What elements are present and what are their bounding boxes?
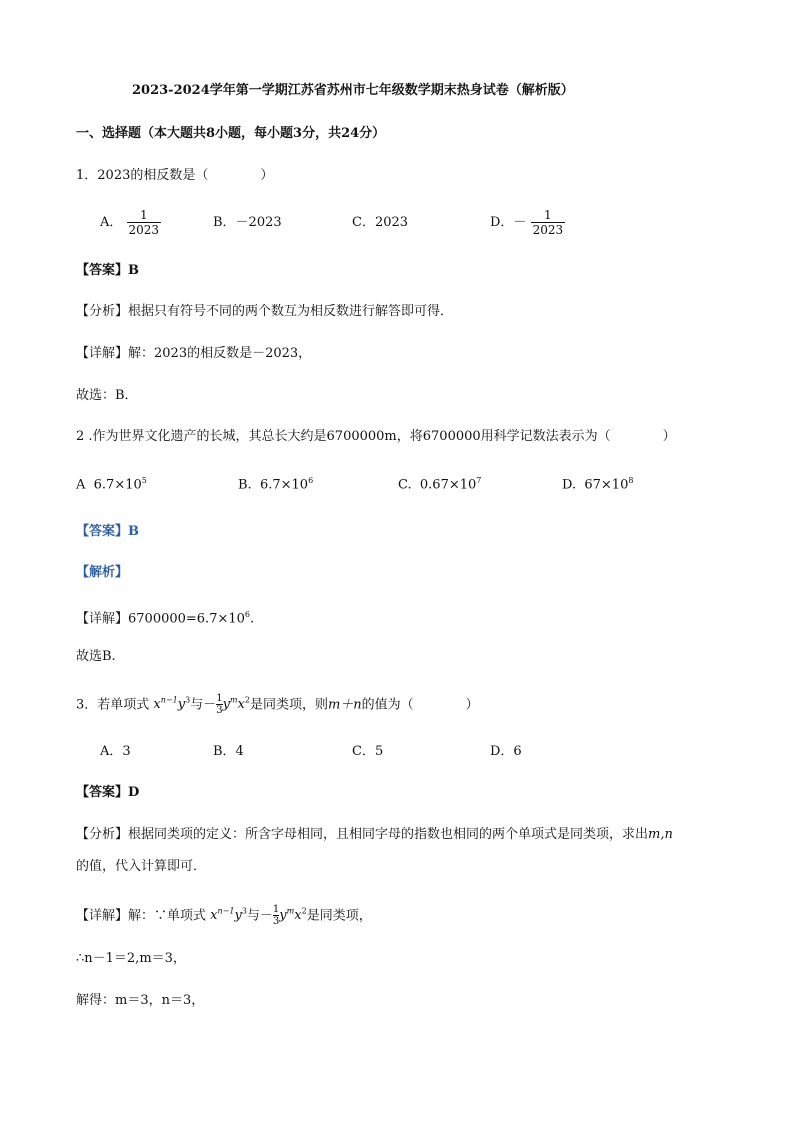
q2-detail: 【详解】$6700000=6.7\times 10^6$. <box>76 610 255 627</box>
q3-option-d: D．6 <box>490 744 522 759</box>
monomial-2: $y^mx^2$ <box>279 907 307 924</box>
q1-option-c: C．2023 <box>352 215 409 230</box>
question-1-stem: 1．2023的相反数是（ ） <box>76 168 274 183</box>
q2-option-a: A $6.7\times 10^5$ <box>76 476 147 493</box>
section-heading: 一、选择题（本大题共8小题，每小题3分，共24分） <box>76 126 386 141</box>
question-3-stem: 3．若单项式 $x^{n-1}y^3$与－ $\frac{1}{3}$ $y^mx^2$是同类项，则m＋n的值为（ ） <box>76 693 479 717</box>
q1-answer: 【答案】B <box>76 263 139 278</box>
q3-option-b: B．4 <box>213 744 244 759</box>
q2-answer: 【答案】B <box>76 524 139 539</box>
q2-option-d: D. $67\times 10^8$ <box>562 476 634 493</box>
q2-choose: 故选B. <box>76 649 116 664</box>
q1-choose: 故选：B． <box>76 388 138 403</box>
q1-detail: 【详解】解：2023的相反数是－2023， <box>76 346 312 361</box>
q3-analysis-line-2: 的值，代入计算即可． <box>76 859 207 874</box>
q3-solve: 解得：m＝3，n＝3， <box>76 993 205 1008</box>
q2-analysis: 【解析】 <box>76 565 129 580</box>
fraction: $\frac{1}{2023}$ <box>532 208 564 237</box>
q1-analysis: 【分析】根据只有符号不同的两个数互为相反数进行解答即可得． <box>76 304 454 319</box>
q2-option-c: C. $0.67\times 10^7$ <box>398 476 482 493</box>
fraction: $\frac{1}{3}$ <box>216 693 223 717</box>
q3-answer: 【答案】D <box>76 785 140 800</box>
q1-option-d: D．－ $\frac{1}{2023}$ <box>490 208 564 237</box>
q2-option-b: B. $6.7\times 10^6$ <box>238 476 314 493</box>
fraction: $\frac{1}{3}$ <box>272 904 280 928</box>
question-2-stem: 2 .作为世界文化遗产的长城，其总长大约是6700000m，将6700000用科学记数法表示为（ ） <box>76 429 676 444</box>
q3-option-a: A．3 <box>100 744 131 759</box>
q3-detail: 【详解】解：∵单项式 $x^{n-1}y^3$与－ $\frac{1}{3}$ $y^mx^2$是同类项， <box>76 904 372 928</box>
q1-option-a: A． $\frac{1}{2023}$ <box>100 208 160 237</box>
page-title: 2023-2024学年第一学期江苏省苏州市七年级数学期末热身试卷（解析版） <box>132 83 574 98</box>
q3-therefore: ∴n－1＝2,m＝3， <box>76 951 186 966</box>
monomial-1: $x^{n-1}y^3$ <box>153 696 191 713</box>
q3-option-c: C．5 <box>352 744 384 759</box>
q1-option-b: B．－2023 <box>213 215 282 230</box>
fraction: $\frac{1}{2023}$ <box>128 208 160 237</box>
q3-analysis-line-1: 【分析】根据同类项的定义：所含字母相同，且相同字母的指数也相同的两个单项式是同类项，求出m,n <box>76 827 673 842</box>
monomial-1: $x^{n-1}y^3$ <box>210 907 247 924</box>
monomial-2: $y^mx^2$ <box>222 696 250 713</box>
